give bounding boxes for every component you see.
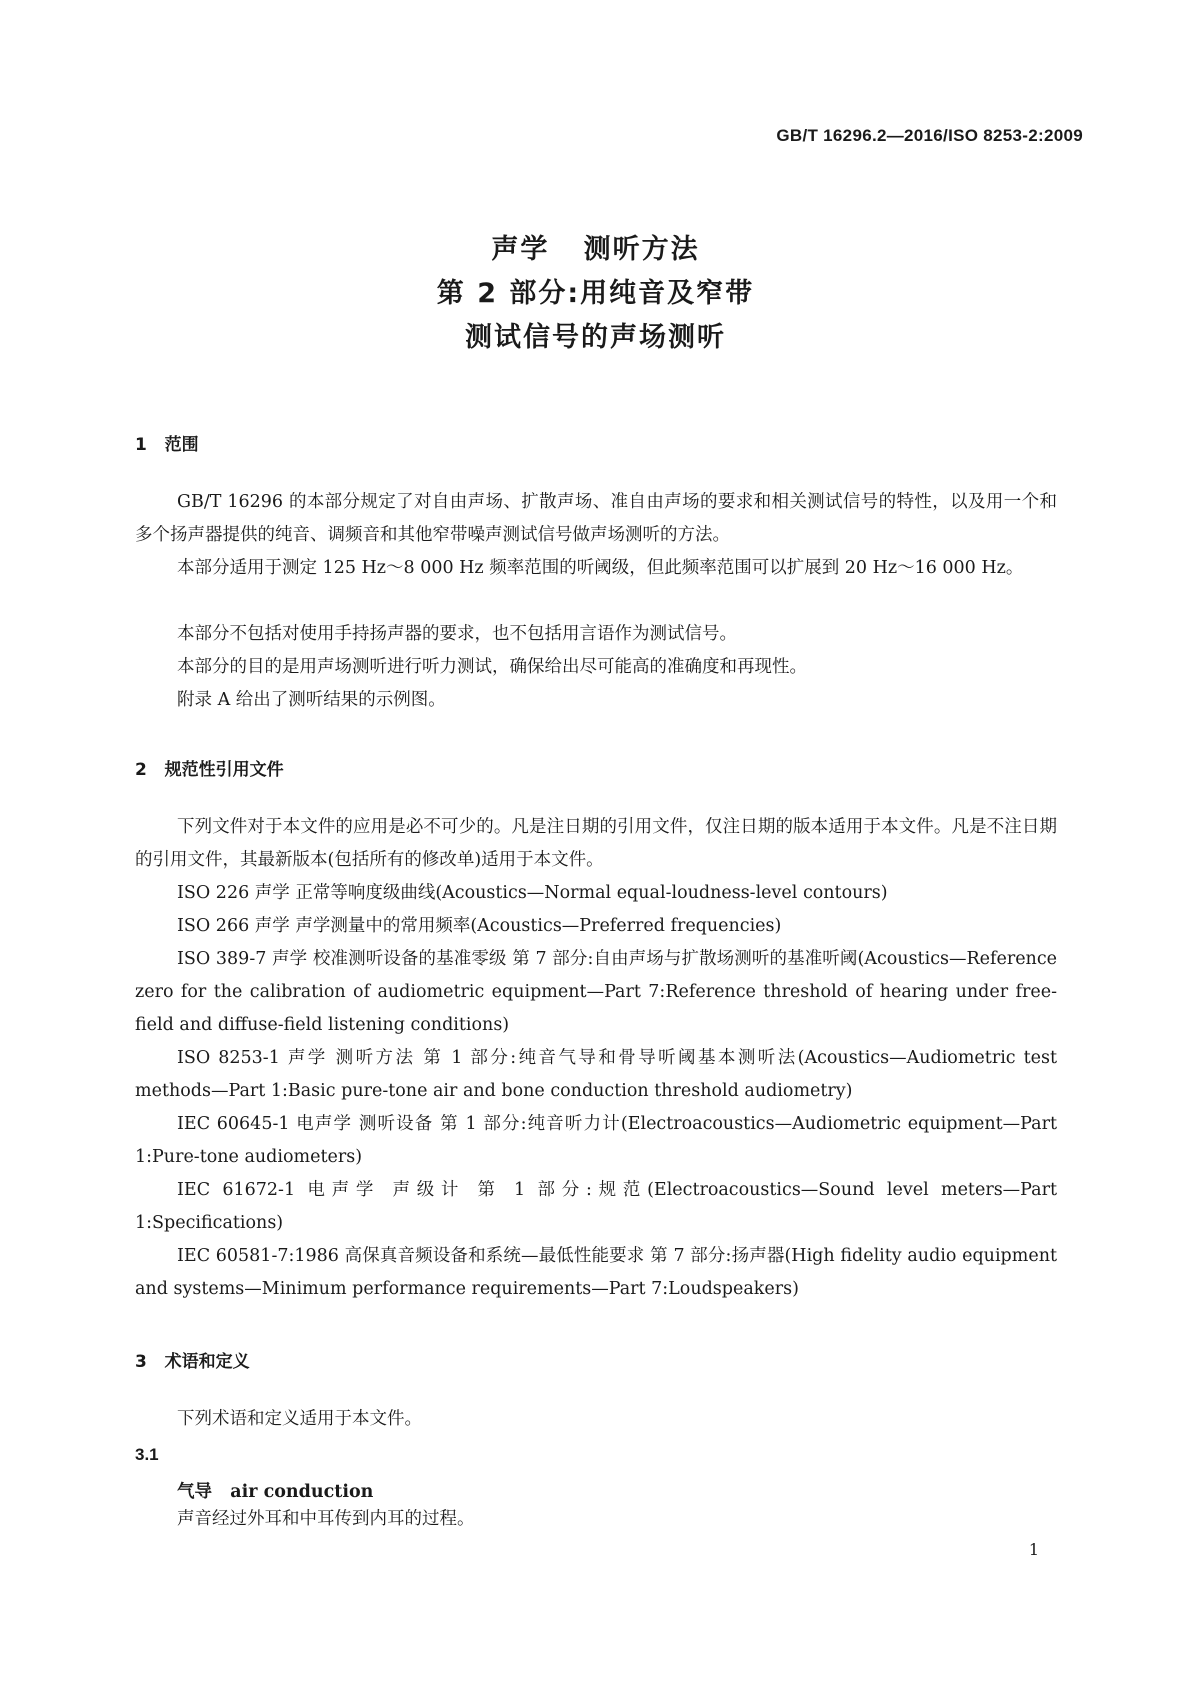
- s2-paragraph-intro: 下列文件对于本文件的应用是必不可少的。凡是注日期的引用文件，仅注日期的版本适用于本文件。凡是不注日期的引用文件，其最新版本(包括所有的修改单)适用于本文件。: [135, 817, 1057, 870]
- term-definition: 声音经过外耳和中耳传到内耳的过程。: [177, 1509, 475, 1529]
- title-line-2: 第 2 部分:用纯音及窄带: [436, 278, 755, 309]
- ref-iec-60645-1: IEC 60645-1 电声学 测听设备 第 1 部分:纯音听力计(Electroacoustics—Audiometric equipment—Part 1:Pure-tone audiometers): [135, 1114, 1057, 1167]
- ref-iso-226: ISO 226 声学 正常等响度级曲线(Acoustics—Normal equal-loudness-level contours): [177, 883, 888, 903]
- title-line-3: 测试信号的声场测听: [465, 322, 726, 353]
- term-number: 3.1: [135, 1445, 159, 1464]
- s1-paragraph-1: GB/T 16296 的本部分规定了对自由声场、扩散声场、准自由声场的要求和相关测试信号的特性，以及用一个和多个扬声器提供的纯音、调频音和其他窄带噪声测试信号做声场测听的方法。: [135, 492, 1057, 545]
- ref-iec-60581-7: IEC 60581-7:1986 高保真音频设备和系统—最低性能要求 第 7 部分:扬声器(High fidelity audio equipment and systems—Minimum performance requirements—Part 7:Loudspeakers): [135, 1246, 1057, 1299]
- s3-intro: 下列术语和定义适用于本文件。: [177, 1409, 422, 1429]
- ref-iec-61672-1: IEC 61672-1 电声学 声级计 第 1 部分:规范(Electroacoustics—Sound level meters—Part 1:Specifications): [135, 1180, 1057, 1233]
- s1-paragraph-2: 本部分适用于测定 125 Hz～8 000 Hz 频率范围的听阈级，但此频率范围可以扩展到 20 Hz～16 000 Hz。: [177, 558, 1024, 578]
- ref-iso-389-7: ISO 389-7 声学 校准测听设备的基准零级 第 7 部分:自由声场与扩散场测听的基准听阈(Acoustics—Reference zero for the calibration of audiometric equipment—Part 7:Reference threshold of hearing under free-field and diffuse-field listening conditions): [135, 949, 1057, 1035]
- standard-code: GB/T 16296.2—2016/ISO 8253-2:2009: [776, 126, 1083, 145]
- ref-iso-8253-1: ISO 8253-1 声学 测听方法 第 1 部分:纯音气导和骨导听阈基本测听法(Acoustics—Audiometric test methods—Part 1:Basic pure-tone air and bone conduction threshold audiometry): [135, 1048, 1057, 1101]
- s1-paragraph-4: 本部分的目的是用声场测听进行听力测试，确保给出尽可能高的准确度和再现性。: [177, 657, 807, 677]
- ref-iso-266: ISO 266 声学 声学测量中的常用频率(Acoustics—Preferred frequencies): [177, 916, 782, 936]
- section-3-heading: 3 术语和定义: [135, 1352, 250, 1372]
- section-1-heading: 1 范围: [135, 435, 199, 455]
- s1-paragraph-5: 附录 A 给出了测听结果的示例图。: [177, 690, 446, 710]
- term-name: 气导 air conduction: [177, 1482, 374, 1502]
- section-2-heading: 2 规范性引用文件: [135, 760, 284, 780]
- document-title: [0, 228, 1191, 360]
- s1-paragraph-3: 本部分不包括对使用手持扬声器的要求，也不包括用言语作为测试信号。: [177, 624, 737, 644]
- title-line-1: 声学 测听方法: [491, 234, 700, 265]
- page-number: 1: [1028, 1540, 1039, 1559]
